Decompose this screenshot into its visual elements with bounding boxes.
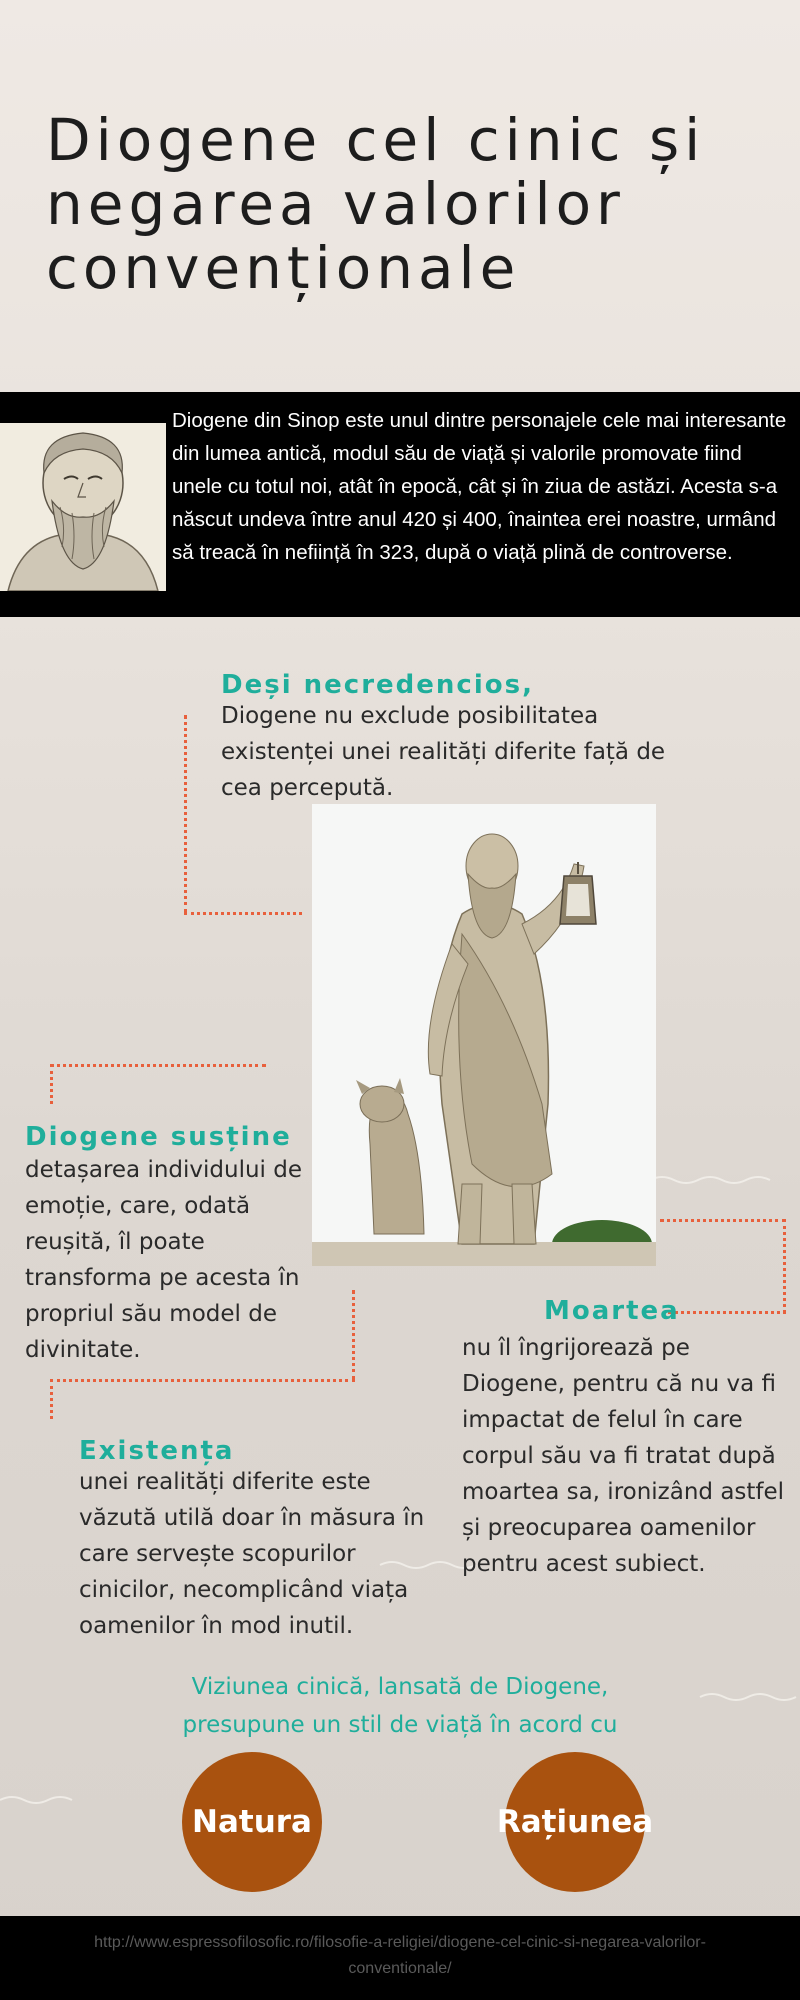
section-text-moartea: nu îl îngrijorează pe Diogene, pentru că nu va fi impactat de felul în care corpul său va fi tratat după moartea sa, ironizând astfel și preocuparea oamenilor pentru acest subiect. [462,1335,785,1577]
connector-line [352,1290,355,1380]
section-text-existenta: unei realități diferite este văzută utilă doar în măsura în care servește scopurilor cinicilor, necomplicând viața oamenilor în mod inutil. [79,1469,425,1639]
connector-line [184,912,302,915]
section-heading-moartea: Moartea [544,1296,680,1326]
connector-line [660,1219,786,1222]
section-text-necredincios: Diogene nu exclude posibilitatea existenței unei realități diferite față de cea percepută. [221,703,666,801]
section-text-sustine: detașarea individului de emoție, care, odată reușită, îl poate transforma pe acesta în propriul său model de divinitate. [25,1157,302,1363]
diogenes-bust-image [0,423,166,591]
connector-line [668,1311,786,1314]
connector-line [50,1379,53,1419]
diogenes-statue-image [312,804,656,1266]
section-heading-sustine: Diogene susține [25,1122,292,1152]
closing-statement: Viziunea cinică, lansată de Diogene, presupune un stil de viață în acord cu [182,1674,618,1738]
connector-line [783,1219,786,1313]
section-heading-existenta: Existența [79,1436,235,1466]
page-title: Diogene cel cinic și negarea valorilor convenționale [46,106,706,302]
section-heading-necredincios: Deși necredencios, [221,670,534,700]
circle-ratiunea: Rațiunea [505,1752,645,1892]
circle-natura: Natura [182,1752,322,1892]
intro-paragraph: Diogene din Sinop este unul dintre personajele cele mai interesante din lumea antică, modul său de viață și valorile promovate fiind unele cu totul noi, atât în epocă, cât și în ziua de astăzi. Acesta s-a născut undeva între anul 420 și 400, înaintea erei noastre, urmând să treacă în neființă în 323, după o viață plină de controverse. [172,409,787,564]
connector-line [50,1379,355,1382]
connector-line [50,1064,53,1104]
connector-line [184,715,187,913]
connector-line [50,1064,266,1067]
source-link[interactable]: http://www.espressofilosofic.ro/filosofie-a-religiei/diogene-cel-cinic-si-negarea-valorilor-conventionale/ [94,1934,706,1977]
